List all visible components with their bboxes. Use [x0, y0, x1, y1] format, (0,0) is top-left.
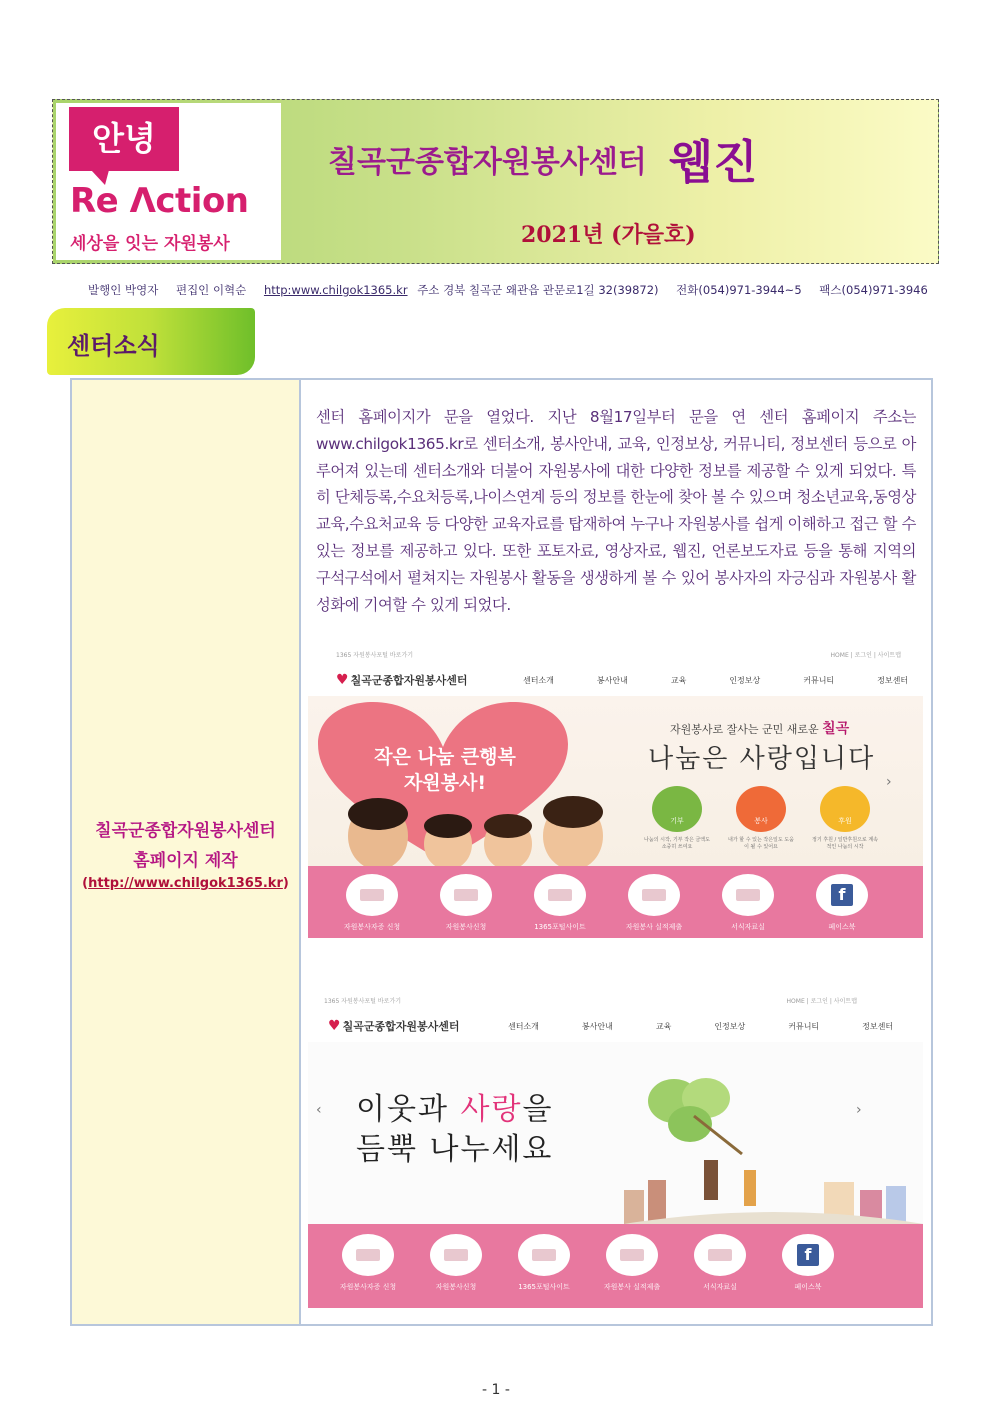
hero-message-big: 나눔은 사랑입니다 [648, 744, 876, 774]
logo [56, 103, 281, 260]
id-card-icon [342, 1234, 394, 1276]
site-logo [336, 672, 467, 688]
quick-link-label: 1365포털사이트 [518, 1283, 570, 1291]
facebook-icon: f [782, 1234, 834, 1276]
chevron-left-icon[interactable]: ‹ [316, 1102, 322, 1118]
fax: 팩스(054)971-3946 [819, 283, 928, 297]
article-sidebar [72, 380, 301, 1324]
quick-link-label: 페이스북 [828, 923, 856, 931]
heart-icon: ♥ [328, 1018, 341, 1034]
site-nav-item[interactable]: 교육 [670, 676, 687, 685]
publisher: 발행인 박영자 [88, 283, 159, 297]
quick-link[interactable] [802, 874, 882, 932]
circle-caption: 나눔의 시작, 기부 작은 금액도 소중히 쓰여요 [644, 837, 710, 850]
quick-link[interactable] [332, 874, 412, 932]
page-title [328, 126, 888, 192]
sidebar-subtitle: 홈페이지 제작 [133, 851, 238, 871]
circle-caption: 내가 할 수 있는 작은일도 도움이 될 수 있어요 [728, 837, 794, 850]
site-nav-item[interactable]: 센터소개 [508, 1022, 539, 1031]
sidebar-url-close: ) [282, 876, 289, 891]
hero-slogan-line-2: 자원봉사! [403, 772, 487, 794]
document-icon [694, 1234, 746, 1276]
quick-link[interactable] [328, 1234, 408, 1292]
quick-link[interactable] [426, 874, 506, 932]
site-logo-text: 칠곡군종합자원봉사센터 [350, 674, 468, 687]
town-illustration-icon [624, 1160, 923, 1224]
quick-link-label: 서식자료실 [703, 1283, 737, 1291]
sidebar-url [72, 876, 299, 891]
heart-icon: ♥ [336, 672, 349, 688]
site-nav-item[interactable]: 센터소개 [523, 676, 554, 685]
site-navbar [308, 1010, 923, 1043]
quick-link[interactable] [416, 1234, 496, 1292]
site-nav-item[interactable]: 봉사안내 [581, 1022, 613, 1031]
hero2-text-suffix: 을 [522, 1092, 554, 1127]
clover-icon [634, 1076, 744, 1156]
site-topbar [308, 646, 923, 664]
site-hero-1 [308, 696, 923, 866]
hero-message [670, 718, 849, 738]
certificate-icon [606, 1234, 658, 1276]
site-nav-item[interactable]: 인정보상 [714, 1022, 746, 1031]
site-nav-item[interactable]: 커뮤니티 [788, 1022, 820, 1031]
circle-caption: 정기 후원 / 일반후원으로 계속적인 나눔의 시작 [811, 837, 878, 850]
id-card-icon [346, 874, 398, 916]
family-photo-icon [338, 796, 608, 866]
portal-1365-icon [518, 1234, 570, 1276]
hero2-message [356, 1090, 553, 1170]
quick-link-label: 페이스북 [794, 1283, 822, 1291]
section-tab [47, 308, 255, 375]
hero2-line-2: 듬뿍 나누세요 [356, 1132, 554, 1167]
page-number: - 1 - [482, 1382, 510, 1398]
site-topbar-right: HOME | 로그인 | 사이트맵 [786, 998, 857, 1005]
logo-greeting: 안녕 [69, 107, 179, 171]
facebook-icon: f [816, 874, 868, 916]
hero2-highlight: 사랑 [460, 1092, 523, 1127]
site-nav [523, 675, 923, 686]
sidebar-url-open: ( [82, 876, 89, 891]
quick-link-label: 자원봉사 실적제출 [603, 1283, 661, 1291]
site-nav-item[interactable]: 커뮤니티 [803, 676, 835, 685]
site-topbar-right: HOME | 로그인 | 사이트맵 [830, 652, 901, 659]
website-screenshot-1 [308, 646, 923, 938]
site-topbar-left: 1365 자원봉사포털 바로가기 [336, 652, 414, 659]
pen-icon [440, 874, 492, 916]
site-logo-text: 칠곡군종합자원봉사센터 [342, 1020, 460, 1033]
chevron-right-icon[interactable]: › [856, 1102, 862, 1118]
site-nav-item[interactable]: 정보센터 [877, 676, 909, 685]
quick-link[interactable] [768, 1234, 848, 1292]
document-icon [722, 874, 774, 916]
hero2-text: 이웃과 [356, 1092, 449, 1127]
quick-links-bar [308, 1224, 923, 1308]
site-nav-item[interactable]: 교육 [655, 1022, 672, 1031]
editor: 편집인 이혁순 [175, 283, 247, 297]
quick-link-label: 자원봉사자증 신청 [343, 923, 401, 931]
quick-link-label: 자원봉사자증 신청 [339, 1283, 397, 1291]
site-nav-item[interactable]: 봉사안내 [596, 676, 628, 685]
address: 주소 경북 칠곡군 왜관읍 관문로1길 32(39872) [417, 283, 659, 297]
publisher-line [88, 282, 942, 298]
homepage-link[interactable]: http:www.chilgok1365.kr [263, 283, 408, 297]
sidebar-title: 칠곡군종합자원봉사센터 [95, 821, 276, 841]
logo-tagline: 세상을 잇는 자원봉사 [70, 234, 230, 254]
quick-links-bar [308, 866, 923, 938]
site-hero-2 [308, 1042, 923, 1224]
site-nav [508, 1021, 923, 1032]
article-frame [70, 378, 933, 1326]
quick-link-label: 자원봉사 실적제출 [625, 923, 683, 931]
donation-circle[interactable]: 기부 [652, 786, 702, 832]
quick-link-label: 1365포털사이트 [534, 923, 586, 931]
hero-message-highlight: 칠곡 [822, 721, 850, 737]
volunteer-circle[interactable]: 봉사 [736, 786, 786, 832]
title-org: 칠곡군종합자원봉사센터 [328, 145, 647, 180]
phone: 전화(054)971-3944~5 [676, 283, 802, 297]
site-nav-item[interactable]: 인정보상 [729, 676, 761, 685]
hero-message-text: 자원봉사로 잘사는 군민 새로운 [670, 723, 819, 736]
quick-link-label: 서식자료실 [731, 923, 765, 931]
quick-link[interactable] [708, 874, 788, 932]
quick-link[interactable] [592, 1234, 672, 1292]
site-nav-item[interactable]: 정보센터 [862, 1022, 894, 1031]
section-label: 센터소식 [67, 332, 160, 360]
sidebar-url-link[interactable]: http://www.chilgok1365.kr [88, 876, 283, 891]
header-banner [52, 99, 939, 264]
quick-link-label: 자원봉사신청 [445, 923, 487, 931]
certificate-icon [628, 874, 680, 916]
portal-1365-icon [534, 874, 586, 916]
quick-link[interactable] [680, 1234, 760, 1292]
title-webzine: 웹진 [668, 135, 758, 189]
issue-label: 2021년 (가을호) [521, 222, 696, 248]
quick-link-label: 자원봉사신청 [435, 1283, 477, 1291]
hero-slogan [370, 744, 520, 796]
quick-link[interactable] [504, 1234, 584, 1292]
quick-link[interactable] [520, 874, 600, 932]
article-body: 센터 홈페이지가 문을 열었다. 지난 8월17일부터 문을 연 센터 홈페이지 주소는 www.chilgok1365.kr로 센터소개, 봉사안내, 교육, 인정보상, 커뮤니티, 정보센터 등으로 아루어져 있는데 센터소개와 더불어 자원봉사에 대한 다양한 정보를 제공할 수 있게 되었다. 특히 단체등록,수요처등록,나이스연계 등의 정보를 한눈에 찾아 볼 수 있으며 청소년교육,동영상교육,수요처교육 등 다양한 교육자료를 탑재하여 누구나 자원봉사를 쉽게 이해하고 접근 할 수 있는 정보를 제공하고 있다. 또한 포토자료, 영상자료, 웹진, 언론보도자료 등을 통해 지역의 구석구석에서 펼쳐지는 자원봉사 활동을 생생하게 볼 수 있어 봉사자의 자긍심과 자원봉사 활성화에 기여할 수 있게 되었다. [316, 408, 916, 614]
site-logo [328, 1018, 459, 1034]
chevron-right-icon[interactable]: › [886, 774, 892, 790]
hero-slogan-line-1: 작은 나눔 큰행복 [374, 746, 516, 768]
pen-icon [430, 1234, 482, 1276]
site-topbar [308, 992, 923, 1010]
website-screenshot-2 [308, 992, 923, 1308]
site-navbar [308, 664, 923, 697]
site-topbar-left: 1365 자원봉사포털 바로가기 [324, 998, 402, 1005]
sponsor-circle[interactable]: 후원 [820, 786, 870, 832]
hero2-line-1 [356, 1090, 553, 1130]
quick-link[interactable] [614, 874, 694, 932]
logo-brand: Re Λction [70, 181, 249, 221]
